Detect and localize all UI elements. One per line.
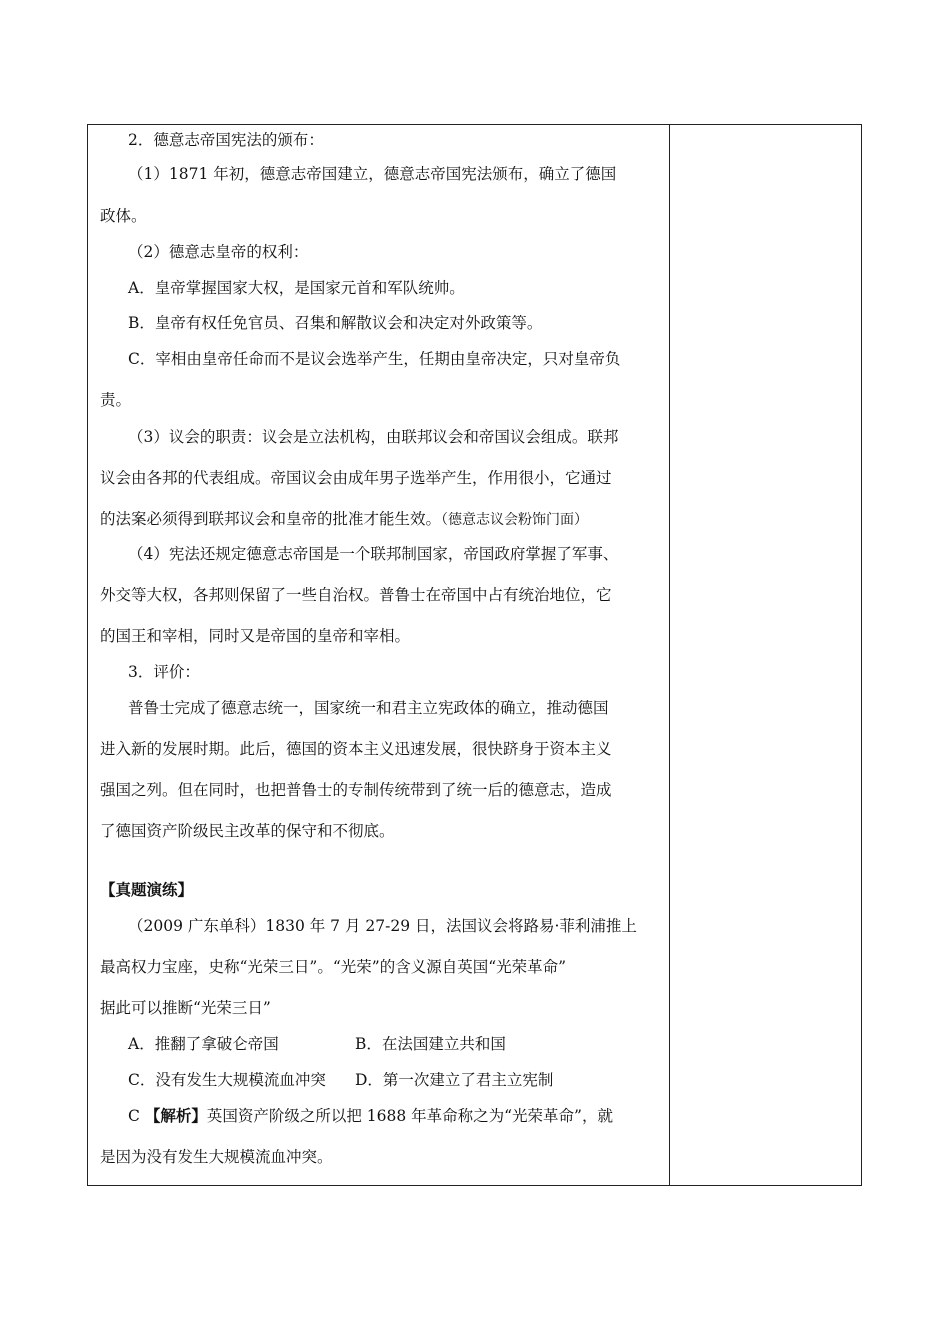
- emperor-power-c-line2: 责。: [100, 391, 132, 409]
- option-c: C．没有发生大规模流血冲突: [128, 1071, 326, 1089]
- option-d: D．第一次建立了君主立宪制: [355, 1071, 554, 1089]
- question-line2: 最高权力宝座，史称“光荣三日”。“光荣”的含义源自英国“光荣革命”: [100, 958, 567, 976]
- section2-heading: 2．德意志帝国宪法的颁布：: [128, 131, 324, 149]
- section2-p4-line2: 外交等大权，各邦则保留了一些自治权。普鲁士在帝国中占有统治地位，它: [100, 586, 612, 604]
- analysis-text: 英国资产阶级之所以把 1688 年革命称之为“光荣革命”，就: [206, 1107, 613, 1125]
- section2-p3-line2: 议会由各邦的代表组成。帝国议会由成年男子选举产生，作用很小，它通过: [100, 469, 612, 487]
- analysis-line1: [128, 1106, 613, 1126]
- section3-line1: 普鲁士完成了德意志统一，国家统一和君主立宪政体的确立，推动德国: [128, 699, 609, 717]
- analysis-line2: 是因为没有发生大规模流血冲突。: [100, 1148, 333, 1166]
- question-line1: （2009 广东单科）1830 年 7 月 27-29 日，法国议会将路易·菲利浦推上: [128, 917, 637, 935]
- section3-line2: 进入新的发展时期。此后，德国的资本主义迅速发展，很快跻身于资本主义: [100, 740, 612, 758]
- exercise-title: 【真题演练】: [100, 880, 194, 899]
- section3-line4: 了德国资产阶级民主改革的保守和不彻底。: [100, 822, 395, 840]
- section2-p2: （2）德意志皇帝的权利：: [128, 243, 309, 261]
- option-b: B．在法国建立共和国: [355, 1035, 506, 1053]
- section2-p3-line3: 的法案必须得到联邦议会和皇帝的批准才能生效。（德意志议会粉饰门面）: [100, 510, 589, 528]
- option-a: A．推翻了拿破仑帝国: [128, 1035, 279, 1053]
- column-divider: [669, 124, 670, 1186]
- section2-p4-line1: （4）宪法还规定德意志帝国是一个联邦制国家，帝国政府掌握了军事、: [128, 545, 619, 563]
- section2-p3-note: （德意志议会粉饰门面）: [441, 512, 589, 528]
- analysis-tag: 【解析】: [144, 1106, 207, 1125]
- emperor-power-b: B．皇帝有权任免官员、召集和解散议会和决定对外政策等。: [128, 314, 543, 332]
- section2-p3-line1: （3）议会的职责：议会是立法机构，由联邦议会和帝国议会组成。联邦: [128, 428, 619, 446]
- emperor-power-a: A．皇帝掌握国家大权，是国家元首和军队统帅。: [128, 279, 465, 297]
- section3-line3: 强国之列。但在同时，也把普鲁士的专制传统带到了统一后的德意志，造成: [100, 781, 612, 799]
- answer-letter: C: [128, 1107, 140, 1125]
- section2-p1-line1: （1）1871 年初，德意志帝国建立，德意志帝国宪法颁布，确立了德国: [128, 165, 617, 183]
- question-line3: 据此可以推断“光荣三日”: [100, 999, 271, 1017]
- emperor-power-c-line1: C．宰相由皇帝任命而不是议会选举产生，任期由皇帝决定，只对皇帝负: [128, 350, 621, 368]
- section3-heading: 3．评价：: [128, 663, 200, 681]
- section2-p4-line3: 的国王和宰相，同时又是帝国的皇帝和宰相。: [100, 627, 411, 645]
- section2-p1-line2: 政体。: [100, 207, 147, 225]
